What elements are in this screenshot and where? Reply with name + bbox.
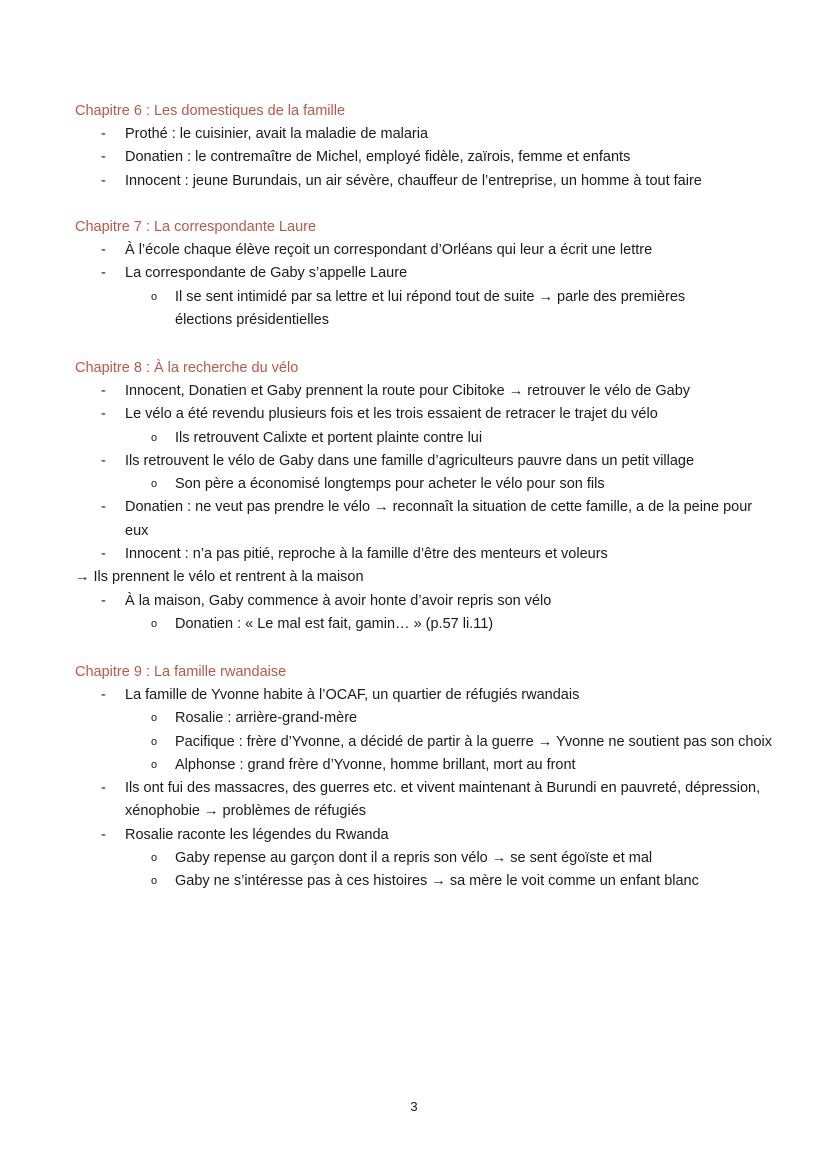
- sub-list-item: o Rosalie : arrière-grand-mère: [75, 707, 775, 730]
- circle-bullet-icon: o: [151, 758, 158, 771]
- list-item: - Le vélo a été revendu plusieurs fois et les trois essaient de retracer le trajet du vélo: [75, 403, 775, 426]
- dash-bullet: -: [101, 172, 106, 189]
- dash-bullet: -: [101, 592, 106, 609]
- dash-bullet: -: [101, 149, 106, 166]
- dash-bullet: -: [101, 687, 106, 703]
- dash-bullet: -: [101, 826, 106, 843]
- sub-list-item: o Gaby ne s’intéresse pas à ces histoires → sa mère le voit comme un enfant blanc: [75, 870, 775, 893]
- list-item: - Prothé : le cuisinier, avait la maladie de malaria: [75, 123, 775, 146]
- dash-bullet: -: [101, 780, 106, 797]
- list-item: - La correspondante de Gaby s’appelle Laure: [75, 262, 775, 285]
- list-item: - Ils ont fui des massacres, des guerres etc. et vivent maintenant à Burundi en pauvreté, dépression, xénophobie → problèmes de réfugiés: [75, 777, 785, 824]
- chapter-title: Chapitre 9 : La famille rwandaise: [75, 664, 287, 680]
- circle-bullet-icon: o: [151, 431, 158, 444]
- circle-bullet-icon: o: [151, 875, 158, 888]
- list-item: - Ils retrouvent le vélo de Gaby dans une famille d’agriculteurs pauvre dans un petit village: [75, 450, 775, 473]
- circle-bullet-icon: o: [151, 478, 158, 491]
- dash-bullet: -: [101, 242, 106, 258]
- circle-bullet-icon: o: [151, 852, 158, 865]
- list-item: - Donatien : le contremaître de Michel, employé fidèle, zaïrois, femme et enfants: [75, 146, 775, 169]
- list-item: - Innocent : n’a pas pitié, reproche à la famille d’être des menteurs et voleurs: [75, 543, 775, 566]
- dash-bullet: -: [101, 406, 106, 423]
- list-item: - Donatien : ne veut pas prendre le vélo → reconnaît la situation de cette famille, a de la peine pour eux: [75, 496, 775, 543]
- chapter-7: [75, 216, 775, 332]
- list-item: - Rosalie raconte les légendes du Rwanda: [75, 824, 775, 847]
- circle-bullet-icon: o: [151, 617, 158, 630]
- sub-list-item: o Il se sent intimidé par sa lettre et lui répond tout de suite → parle des premières élections présidentielles: [75, 286, 735, 333]
- circle-bullet-icon: o: [151, 290, 158, 303]
- list-item: - La famille de Yvonne habite à l’OCAF, un quartier de réfugiés rwandais: [75, 684, 775, 707]
- chapter-title: Chapitre 8 : À la recherche du vélo: [75, 360, 299, 376]
- dash-bullet: -: [101, 452, 106, 469]
- dash-bullet: -: [101, 499, 106, 516]
- page-number: 3: [410, 1099, 418, 1114]
- chapter-title: Chapitre 7 : La correspondante Laure: [75, 219, 317, 235]
- dash-bullet: -: [101, 126, 106, 142]
- list-item: - À l’école chaque élève reçoit un correspondant d’Orléans qui leur a écrit une lettre: [75, 239, 775, 262]
- dash-bullet: -: [101, 546, 106, 563]
- sub-list-item: o Alphonse : grand frère d’Yvonne, homme brillant, mort au front: [75, 754, 775, 777]
- sub-list-item: o Donatien : « Le mal est fait, gamin… » (p.57 li.11): [75, 613, 775, 636]
- chapter-8: [75, 357, 775, 636]
- circle-bullet-icon: o: [151, 735, 158, 748]
- dash-bullet: -: [101, 383, 106, 399]
- chapter-title: Chapitre 6 : Les domestiques de la famille: [75, 103, 346, 119]
- dash-bullet: -: [101, 265, 106, 282]
- sub-list-item: o Pacifique : frère d’Yvonne, a décidé de partir à la guerre → Yvonne ne soutient pas son choix: [75, 731, 828, 754]
- list-item: - À la maison, Gaby commence à avoir honte d’avoir repris son vélo: [75, 590, 775, 613]
- list-item: - Innocent : jeune Burundais, un air sévère, chauffeur de l’entreprise, un homme à tout faire: [75, 170, 775, 193]
- conclusion-line: → Ils prennent le vélo et rentrent à la maison: [75, 569, 364, 586]
- list-item: - Innocent, Donatien et Gaby prennent la route pour Cibitoke → retrouver le vélo de Gaby: [75, 380, 775, 403]
- sub-list-item: o Gaby repense au garçon dont il a repris son vélo → se sent égoïste et mal: [75, 847, 775, 870]
- circle-bullet-icon: o: [151, 712, 158, 725]
- chapter-6: [75, 100, 775, 193]
- chapter-9: [75, 661, 775, 894]
- sub-list-item: o Son père a économisé longtemps pour acheter le vélo pour son fils: [75, 473, 775, 496]
- sub-list-item: o Ils retrouvent Calixte et portent plainte contre lui: [75, 427, 775, 450]
